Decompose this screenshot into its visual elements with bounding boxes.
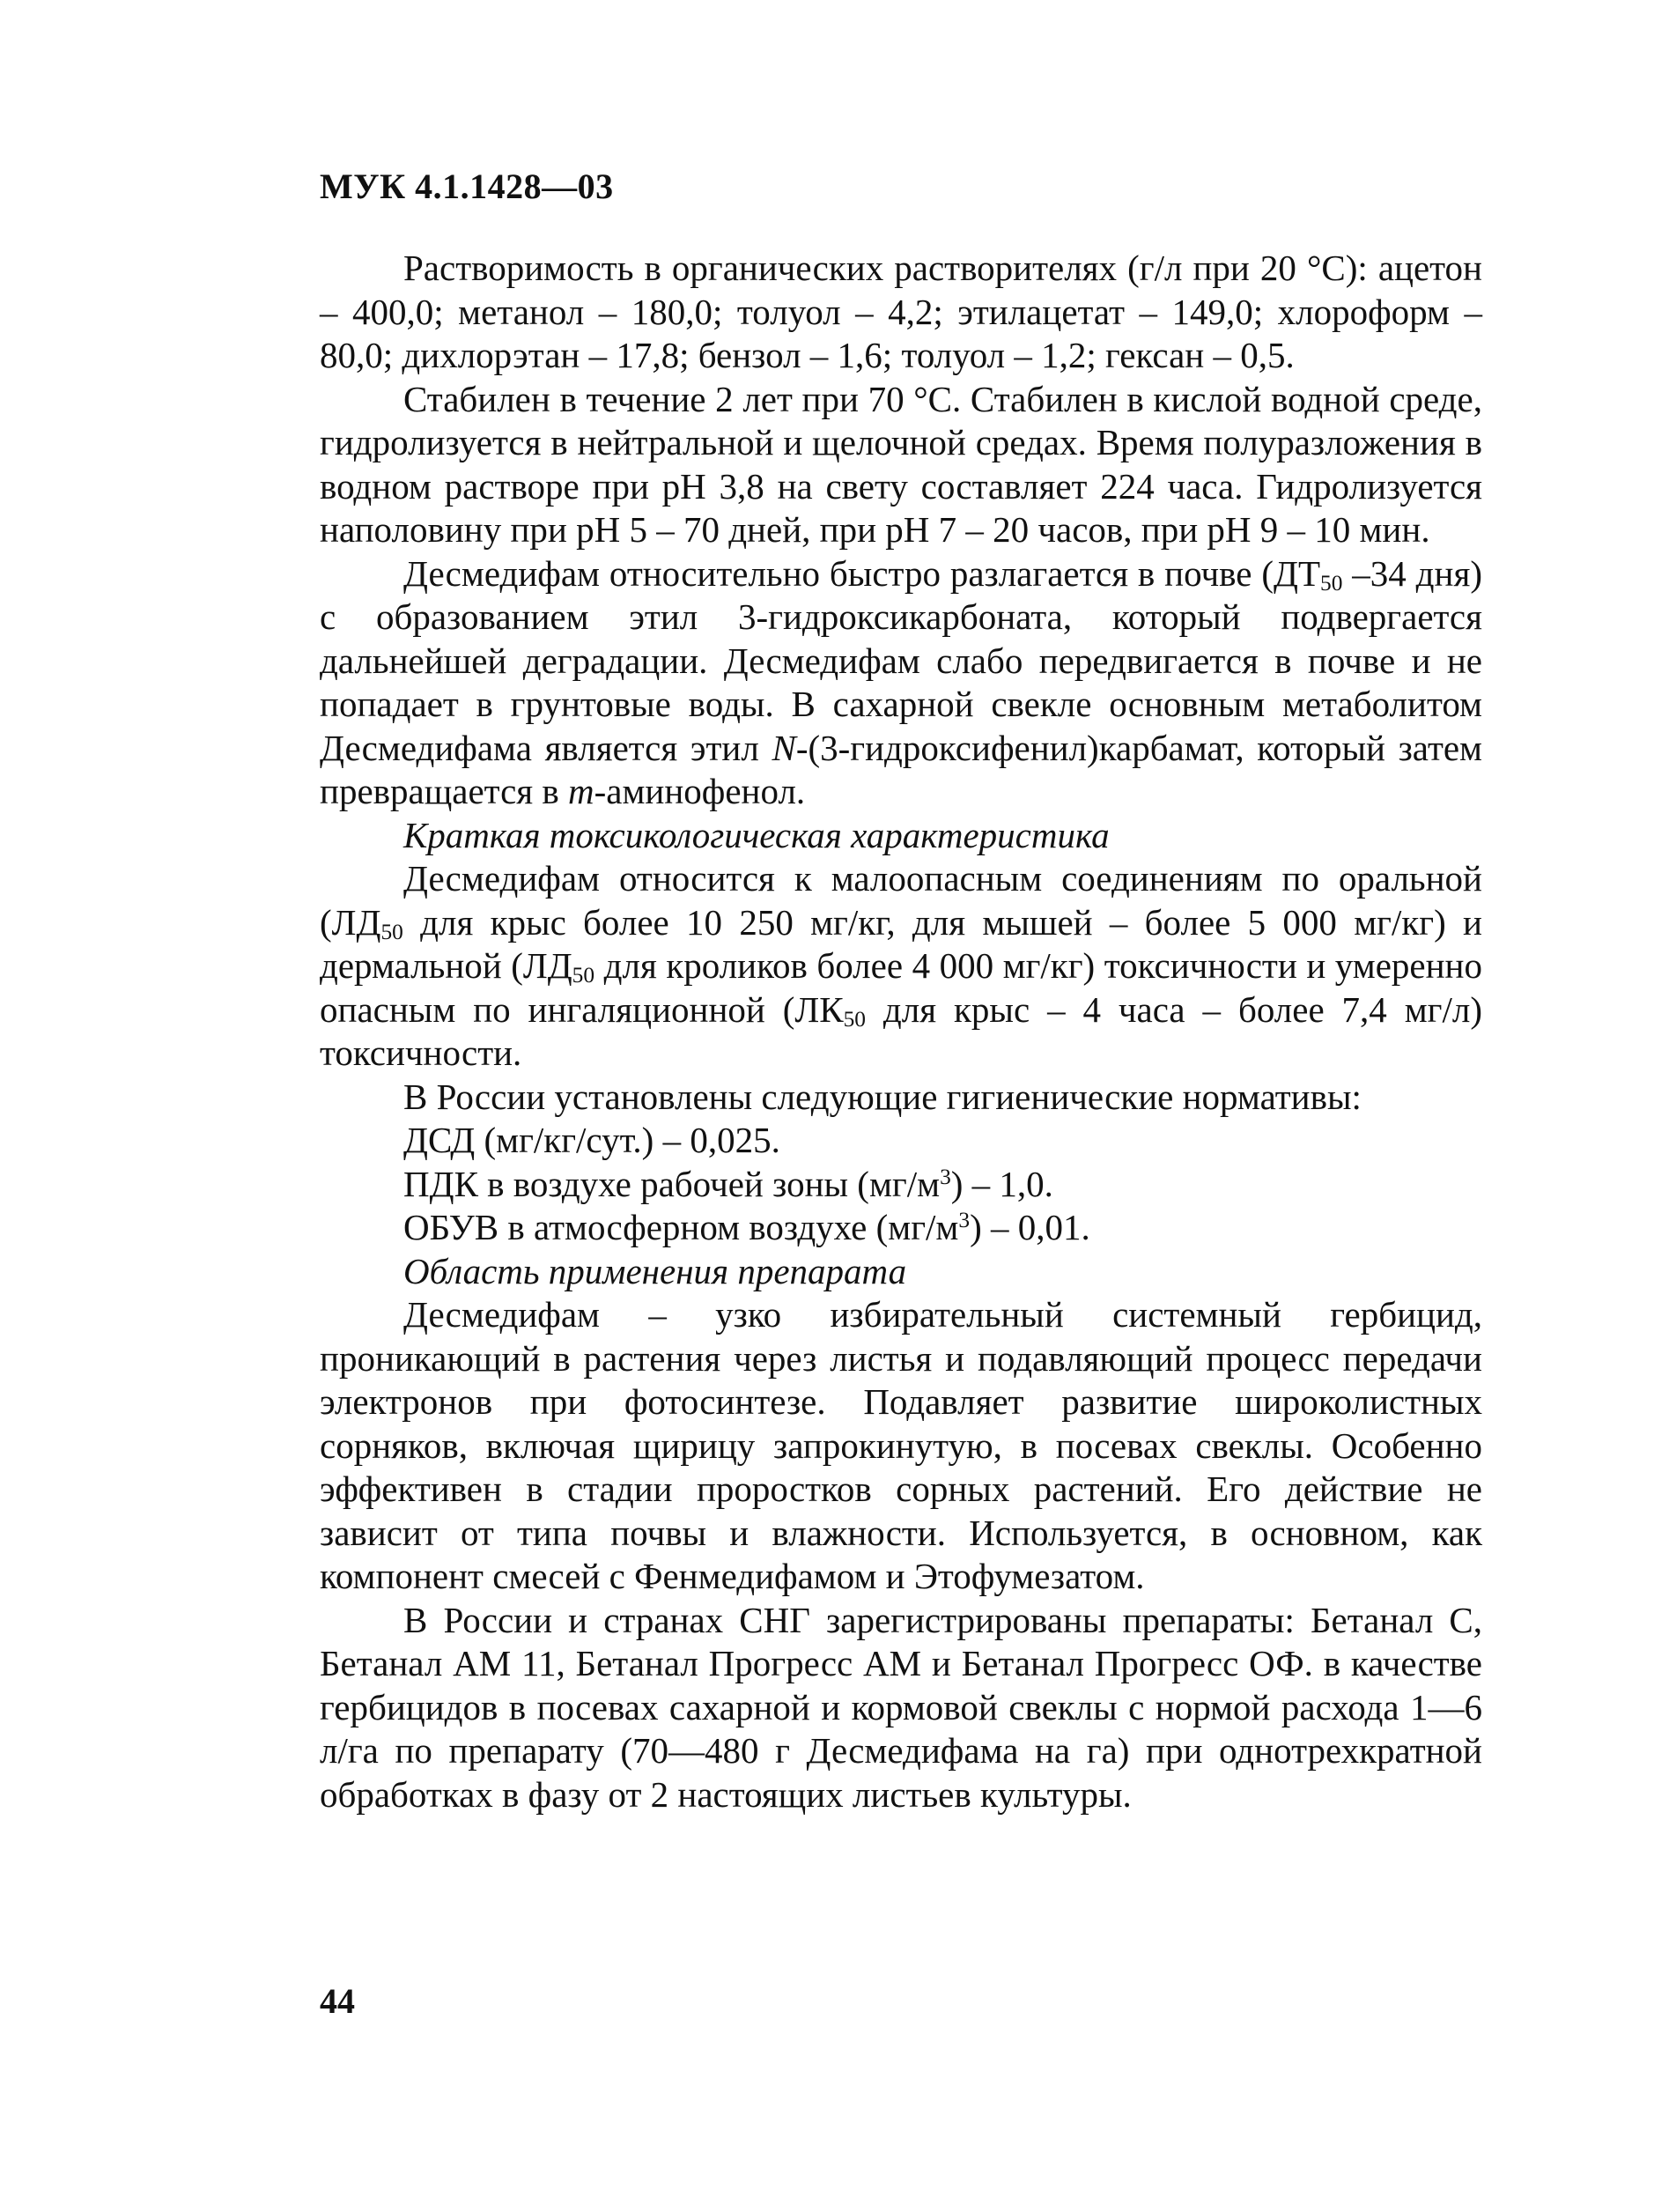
- norm-dsd: ДСД (мг/кг/сут.) – 0,025.: [403, 1120, 780, 1160]
- paragraph-toxicity: Десмедифам относится к малоопасным соединениям по оральной ($ЛД_{50}$ для крыс более 10 250 мг/кг, для мышей – более 5 000 мг/кг) и дермальной ($ЛД_{50}$ для кроликов более 4 000 мг/кг) токсичности и умеренно опасным по ингаляционной ($ЛК_{50}$ для крыс – 4 часа – более 7,4 мг/л) токсичности.: [320, 858, 1482, 1073]
- document-code-header: МУК 4.1.1428—03: [320, 166, 614, 206]
- paragraph-registered-products: В России и странах СНГ зарегистрированы препараты: Бетанал С, Бетанал АМ 11, Бетанал Прогресс АМ и Бетанал Прогресс ОФ. в качестве гербицидов в посевах сахарной и кормовой свеклы с нормой расхода 1—6 л/га по препарату (70—480 г Десмедифама на га) при однотрехкратной обработках в фазу от 2 настоящих листьев культуры.: [320, 1599, 1482, 1815]
- document-body: [320, 247, 1482, 1816]
- paragraph-solubility: Растворимость в органических растворителях (г/л при 20 °С): ацетон – 400,0; метанол – 180,0; толуол – 4,2; этилацетат – 149,0; хлороформ – 80,0; дихлорэтан – 17,8; бензол – 1,6; толуол – 1,2; гексан – 0,5.: [320, 248, 1482, 375]
- paragraph-degradation: Десмедифам относительно быстро разлагается в почве ($ДТ_{50}$ –34 дня) с образованием этил 3-гидроксикарбоната, который подвергается дальнейшей деградации. Десмедифам слабо передвигается в почве и не попадает в грунтовые воды. В сахарной свекле основным метаболитом Десмедифама является этил N-(3-гидроксифенил)карбамат, который затем превращается в m-аминофенол.: [320, 552, 1483, 811]
- paragraph-herbicide-action: Десмедифам – узко избирательный системный гербицид, проникающий в растения через листья и подавляющий процесс передачи электронов при фотосинтезе. Подавляет развитие широколистных сорняков, включая щирицу запрокинутую, в посевах свеклы. Особенно эффективен в стадии проростков сорных растений. Его действие не зависит от типа почвы и влажности. Используется, в основном, как компонент смесей с Фенмедифамом и Этофумезатом.: [320, 1294, 1482, 1596]
- norm-obuv: ОБУВ в атмосферном воздухе $(мг/м^3) - 0,01$.: [403, 1207, 1090, 1247]
- section-heading-toxicology: Краткая токсикологическая характеристика: [403, 814, 1110, 855]
- section-heading-application: Область применения препарата: [403, 1250, 907, 1291]
- paragraph-stability: Стабилен в течение 2 лет при 70 °С. Стабилен в кислой водной среде, гидролизуется в нейтральной и щелочной средах. Время полуразложения в водном растворе при pH 3,8 на свету составляет 224 часа. Гидролизуется наполовину при pH 5 – 70 дней, при pH 7 – 20 часов, при pH 9 – 10 мин.: [320, 378, 1482, 550]
- paragraph-norms-intro: В России установлены следующие гигиенические нормативы:: [403, 1076, 1362, 1117]
- page-number: 44: [320, 1981, 355, 2021]
- norm-pdk: ПДК в воздухе рабочей зоны $(мг/м^3) - 1,0$.: [403, 1163, 1053, 1204]
